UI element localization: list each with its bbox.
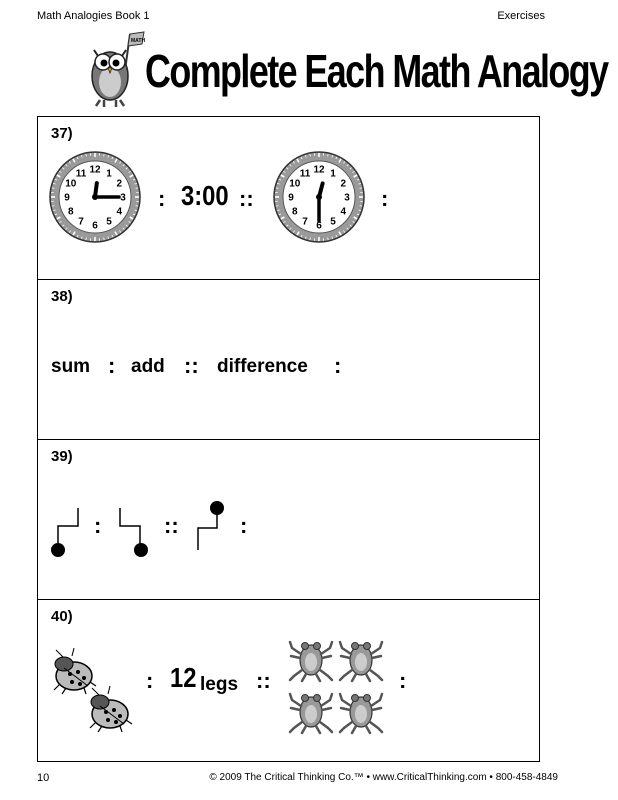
problem-number: 37) [51, 125, 73, 142]
clock-numeral: 2 [340, 178, 347, 190]
clock-numeral: 6 [316, 220, 322, 232]
clock-numeral: 5 [330, 216, 336, 228]
problem-number: 40) [51, 608, 73, 625]
ratio-symbol: : [334, 353, 342, 378]
proportion-symbol: :: [164, 513, 179, 538]
clock-numeral: 8 [291, 206, 298, 218]
problem-39 [38, 439, 539, 599]
problem-37 [38, 117, 539, 279]
proportion-symbol: :: [256, 668, 271, 693]
clock-numeral: 4 [116, 206, 123, 218]
proportion-symbol: :: [184, 353, 199, 378]
clock-numeral: 7 [78, 216, 84, 228]
analogy-word: difference [217, 356, 308, 377]
ratio-symbol: : [146, 668, 154, 693]
header-section: Exercises [497, 10, 545, 22]
owl-mascot-icon [84, 30, 144, 110]
analogy-word: add [131, 356, 165, 377]
frog-icon [338, 688, 384, 734]
worksheet [37, 116, 540, 762]
frog-icon [288, 636, 334, 682]
analogy-word: sum [51, 356, 91, 377]
ratio-symbol: : [240, 513, 248, 538]
problem-38 [38, 279, 539, 439]
clock-numeral: 12 [89, 164, 101, 176]
frog-icon [288, 688, 334, 734]
clock-numeral: 4 [340, 206, 347, 218]
clock-numeral: 3 [120, 192, 126, 204]
clock-numeral: 1 [330, 168, 336, 180]
clock-numeral: 2 [116, 178, 123, 190]
clock-numeral: 12 [313, 164, 325, 176]
clock-icon [273, 151, 365, 243]
page-title: Complete Each Math Analogy [145, 45, 608, 97]
clock-numeral: 11 [75, 168, 87, 180]
analogy-term-value: 12 [170, 662, 197, 693]
problem-number: 39) [51, 448, 73, 465]
ladybug-icon [86, 688, 134, 732]
path-figure-icon [196, 498, 226, 554]
clock-numeral: 1 [106, 168, 112, 180]
clock-numeral: 10 [289, 178, 301, 190]
clock-numeral: 10 [65, 178, 77, 190]
proportion-symbol: :: [239, 186, 254, 211]
clock-numeral: 7 [302, 216, 308, 228]
page-number: 10 [37, 772, 50, 784]
clock-numeral: 8 [67, 206, 74, 218]
path-figure-icon [118, 506, 152, 558]
analogy-term-unit: legs [200, 674, 239, 695]
clock-numeral: 6 [92, 220, 98, 232]
clock-numeral: 3 [344, 192, 350, 204]
clock-icon [49, 151, 141, 243]
ratio-symbol: : [381, 186, 389, 211]
problem-40 [38, 599, 539, 761]
ratio-symbol: : [158, 186, 166, 211]
analogy-term: 3:00 [181, 180, 229, 211]
clock-numeral: 5 [106, 216, 112, 228]
clock-numeral: 9 [288, 192, 294, 204]
path-figure-icon [50, 506, 80, 558]
clock-numeral: 11 [299, 168, 311, 180]
clock-numeral: 9 [64, 192, 70, 204]
mascot-flag-text: MATH [131, 38, 146, 44]
copyright-line: © 2009 The Critical Thinking Co.™ • www.CriticalThinking.com • 800-458-4849 [209, 772, 558, 783]
ratio-symbol: : [94, 513, 102, 538]
problem-number: 38) [51, 288, 73, 305]
header-book-title: Math Analogies Book 1 [37, 10, 150, 22]
frog-icon [338, 636, 384, 682]
ratio-symbol: : [399, 668, 407, 693]
ratio-symbol: : [108, 353, 116, 378]
